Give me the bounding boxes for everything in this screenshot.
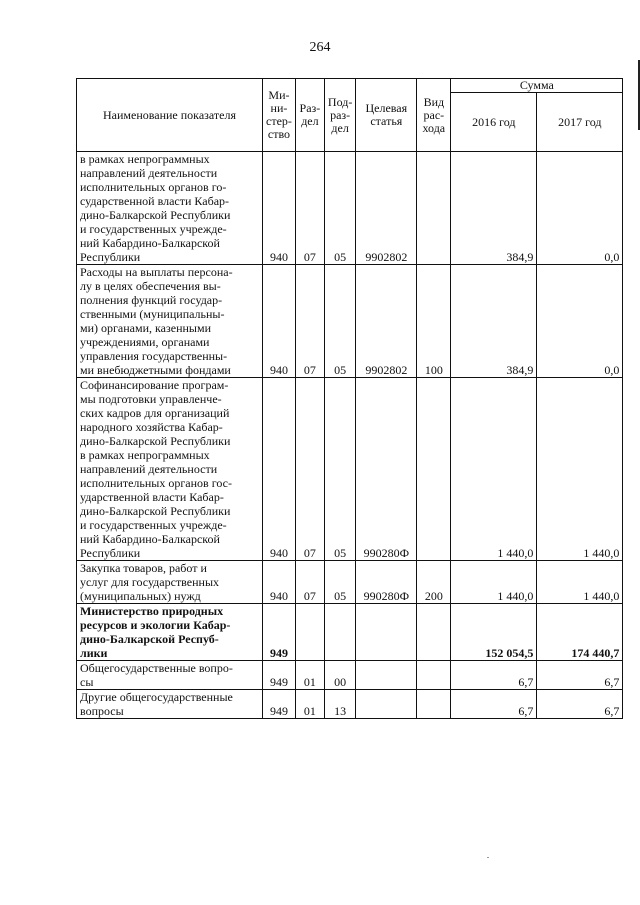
cell-expense-type [417, 378, 451, 561]
cell-target: 990280Ф [356, 561, 417, 604]
cell-2017: 1 440,0 [537, 561, 623, 604]
cell-name: Другие общегосударственные вопросы [77, 690, 263, 719]
header-target: Целевая статья [356, 79, 417, 152]
cell-ministry: 949 [263, 690, 296, 719]
cell-subsection: 00 [324, 661, 355, 690]
cell-target [356, 661, 417, 690]
cell-subsection: 05 [324, 152, 355, 265]
cell-ministry: 940 [263, 378, 296, 561]
cell-subsection [324, 604, 355, 661]
cell-subsection: 05 [324, 378, 355, 561]
cell-2016: 384,9 [451, 152, 537, 265]
cell-name: Расходы на выплаты персона- лу в целях обеспечения вы- полнения функций государ- ственными (муниципальны- ми) органами, казенными учреждениями, органами управления государственны- ми внебюджетными фондами [77, 265, 263, 378]
table-row [77, 152, 623, 265]
cell-ministry: 940 [263, 265, 296, 378]
page-number: 264 [309, 40, 331, 55]
cell-ministry: 949 [263, 661, 296, 690]
cell-name: Закупка товаров, работ и услуг для государственных (муниципальных) нужд [77, 561, 263, 604]
table-row [77, 265, 623, 378]
cell-section: 01 [295, 690, 324, 719]
cell-expense-type [417, 604, 451, 661]
cell-ministry: 940 [263, 561, 296, 604]
cell-subsection: 05 [324, 561, 355, 604]
cell-2017: 0,0 [537, 152, 623, 265]
cell-2017: 6,7 [537, 661, 623, 690]
cell-expense-type: 200 [417, 561, 451, 604]
cell-target: 9902802 [356, 265, 417, 378]
scan-speck [487, 857, 489, 858]
cell-expense-type: 100 [417, 265, 451, 378]
cell-2016: 384,9 [451, 265, 537, 378]
cell-subsection: 13 [324, 690, 355, 719]
cell-target: 990280Ф [356, 378, 417, 561]
header-section: Раз- дел [295, 79, 324, 152]
header-sum: Сумма [451, 79, 623, 93]
table-row [77, 690, 623, 719]
cell-target [356, 604, 417, 661]
header-year-2017: 2017 год [537, 93, 623, 152]
cell-expense-type [417, 152, 451, 265]
budget-table [76, 78, 623, 719]
cell-section: 01 [295, 661, 324, 690]
cell-subsection: 05 [324, 265, 355, 378]
cell-name: в рамках непрограммных направлений деятельности исполнительных органов го- сударственной власти Кабар- дино-Балкарской Республики и государственных учрежде- ний Кабардино-Балкарской Республики [77, 152, 263, 265]
cell-section: 07 [295, 378, 324, 561]
table-row [77, 661, 623, 690]
cell-name: Софинансирование програм- мы подготовки управленче- ских кадров для организаций народного хозяйства Кабар- дино-Балкарской Республики в рамках непрограммных направлений деятельности исполнительных органов гос- ударственной власти Кабар- дино-Балкарской Республики и государственных учрежде- ний Кабардино-Балкарской Республики [77, 378, 263, 561]
cell-expense-type [417, 661, 451, 690]
cell-2017: 6,7 [537, 690, 623, 719]
header-expense-type: Вид рас- хода [417, 79, 451, 152]
cell-target [356, 690, 417, 719]
cell-2017: 1 440,0 [537, 378, 623, 561]
cell-2016: 6,7 [451, 661, 537, 690]
cell-section [295, 604, 324, 661]
cell-2016: 152 054,5 [451, 604, 537, 661]
cell-expense-type [417, 690, 451, 719]
cell-section: 07 [295, 561, 324, 604]
cell-2017: 174 440,7 [537, 604, 623, 661]
cell-2016: 1 440,0 [451, 561, 537, 604]
cell-2016: 6,7 [451, 690, 537, 719]
cell-name: Общегосударственные вопро- сы [77, 661, 263, 690]
cell-2016: 1 440,0 [451, 378, 537, 561]
table-row [77, 378, 623, 561]
header-ministry: Ми- ни- стер- ство [263, 79, 296, 152]
cell-name: Министерство природных ресурсов и экологии Кабар- дино-Балкарской Респуб- лики [77, 604, 263, 661]
header-name: Наименование показателя [77, 79, 263, 152]
cell-ministry: 940 [263, 152, 296, 265]
header-year-2016: 2016 год [451, 93, 537, 152]
header-subsection: Под- раз- дел [324, 79, 355, 152]
cell-section: 07 [295, 152, 324, 265]
cell-2017: 0,0 [537, 265, 623, 378]
table-row [77, 604, 623, 661]
table-row [77, 561, 623, 604]
cell-target: 9902802 [356, 152, 417, 265]
cell-ministry: 949 [263, 604, 296, 661]
cell-section: 07 [295, 265, 324, 378]
header-row [77, 79, 623, 93]
